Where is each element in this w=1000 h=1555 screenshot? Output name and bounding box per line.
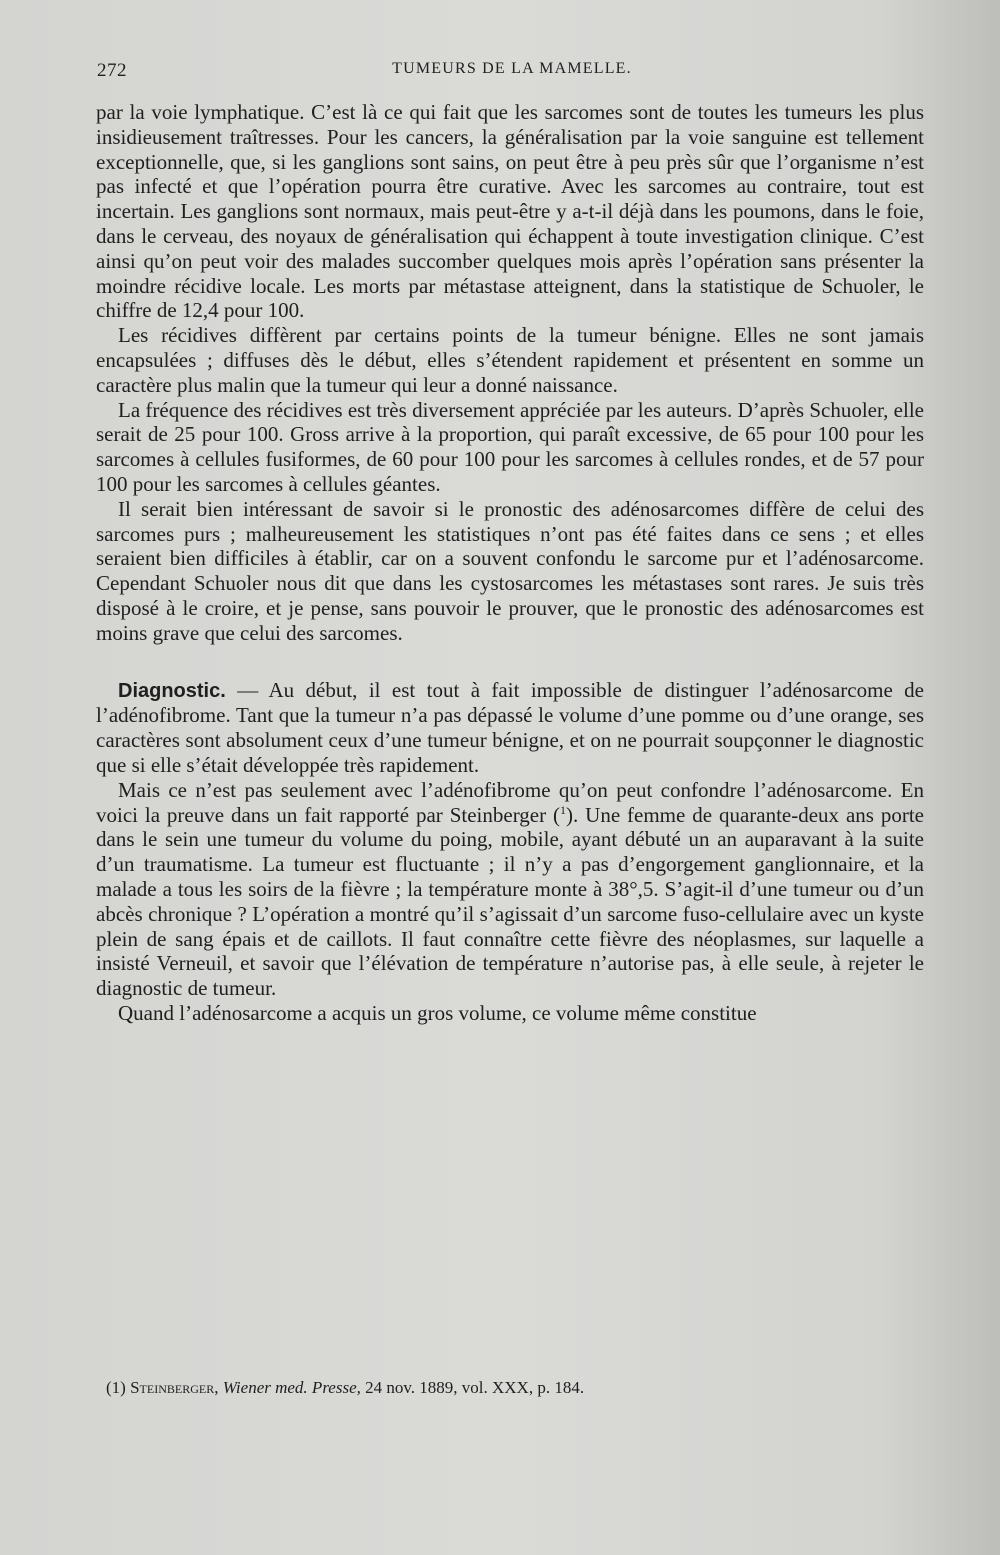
paragraph-text: — Au début, il est tout à fait impossible de distinguer l’adénosarcome de l’adénofibrome. Tant que la tumeur n’a pas dépassé le volume d’une pomme ou d’une orange, ses caractères sont absolument ceux d’une tumeur bénigne, et on ne pourrait soupçonner le diagnostic que si elle s’était développée très rapidement. (96, 677, 924, 777)
footnote-journal: Wiener med. Presse, (222, 1378, 361, 1397)
paragraph: La fréquence des récidives est très diversement appréciée par les auteurs. D’après Schuoler, elle serait de 25 pour 100. Gross arrive à la proportion, qui paraît excessive, de 65 pour 100 pour les sarcomes à cellules fusiformes, de 60 pour 100 pour les sarcomes à cellules rondes, et de 57 pour 100 pour les sarcomes à cellules géantes. (96, 397, 924, 496)
footnote-reference: 1 (560, 802, 567, 817)
body-text (96, 100, 924, 1026)
section-heading: Diagnostic. (118, 679, 226, 702)
footnote (106, 1378, 926, 1398)
footnote-author: Steinberger, (130, 1378, 219, 1397)
running-title: TUMEURS DE LA MAMELLE. (392, 60, 632, 77)
paragraph: Quand l’adénosarcome a acquis un gros volume, ce volume même constitue (118, 1000, 757, 1025)
paragraph: Il serait bien intéressant de savoir si le pronostic des adénosarcomes diffère de celui des sarcomes purs ; malheureusement les statistiques n’ont pas été faites dans ce sens ; et elles seraient bien difficiles à établir, car on a souvent confondu le sarcome pur et l’adénosarcome. Cependant Schuoler nous dit que dans les cystosarcomes les métastases sont rares. Je suis très disposé à le croire, et je pense, sans pouvoir le prouver, que le pronostic des adénosarcomes est moins grave que celui des sarcomes. (96, 496, 924, 645)
paragraph-text: Mais ce n’est pas seulement avec l’adénofibrome qu’on peut confondre l’adénosarcome. En voici la preuve dans un fait rapporté par Steinberger ( (96, 777, 924, 827)
diagnostic-paragraph (96, 678, 924, 778)
paragraph-text: ). Une femme de quarante-deux ans porte dans le sein une tumeur du volume du poing, mobile, ayant débuté un an auparavant à la suite d’un traumatisme. La tumeur est fluctuante ; il n’y a pas d’engorgement ganglionnaire, et la malade a tous les soirs de la fièvre ; la température monte à 38°,5. S’agit-il d’une tumeur ou d’un abcès chronique ? L’opération a montré qu’il s’agissait d’un sarcome fuso-cellulaire avec un kyste plein de sang épais et de caillots. Il faut connaître cette fièvre des néoplasmes, sur laquelle a insisté Verneuil, et savoir que l’élévation de température n’autorise pas, à elle seule, à rejeter le diagnostic de tumeur. (96, 802, 924, 1001)
footnote-marker: (1) (106, 1378, 126, 1397)
footnote-details: 24 nov. 1889, vol. XXX, p. 184. (360, 1378, 585, 1397)
page-header (97, 60, 927, 88)
page-number: 272 (97, 60, 127, 81)
paragraph: par la voie lymphatique. C’est là ce qui fait que les sarcomes sont de toutes les tumeurs les plus insidieusement traîtresses. Pour les cancers, la généralisation par la voie sanguine est tellement exceptionnelle, que, si les ganglions sont sains, on peut être à peu près sûr que l’organisme n’est pas infecté et que l’opération pourra être curative. Avec les sarcomes au contraire, tout est incertain. Les ganglions sont normaux, mais peut-être y a-t-il déjà dans les poumons, dans le foie, dans le cerveau, des noyaux de généralisation qui échappent à toute investigation clinique. C’est ainsi qu’on peut voir des malades succomber quelques mois après l’opération sans présenter la moindre récidive locale. Les morts par métastase atteignent, dans la statistique de Schuoler, le chiffre de 12,4 pour 100. (96, 100, 924, 323)
paragraph (96, 778, 924, 1001)
paragraph: Les récidives diffèrent par certains points de la tumeur bénigne. Elles ne sont jamais encapsulées ; diffuses dès le début, elles s’étendent rapidement et présentent en somme un caractère plus malin que la tumeur qui leur a donné naissance. (96, 323, 924, 397)
